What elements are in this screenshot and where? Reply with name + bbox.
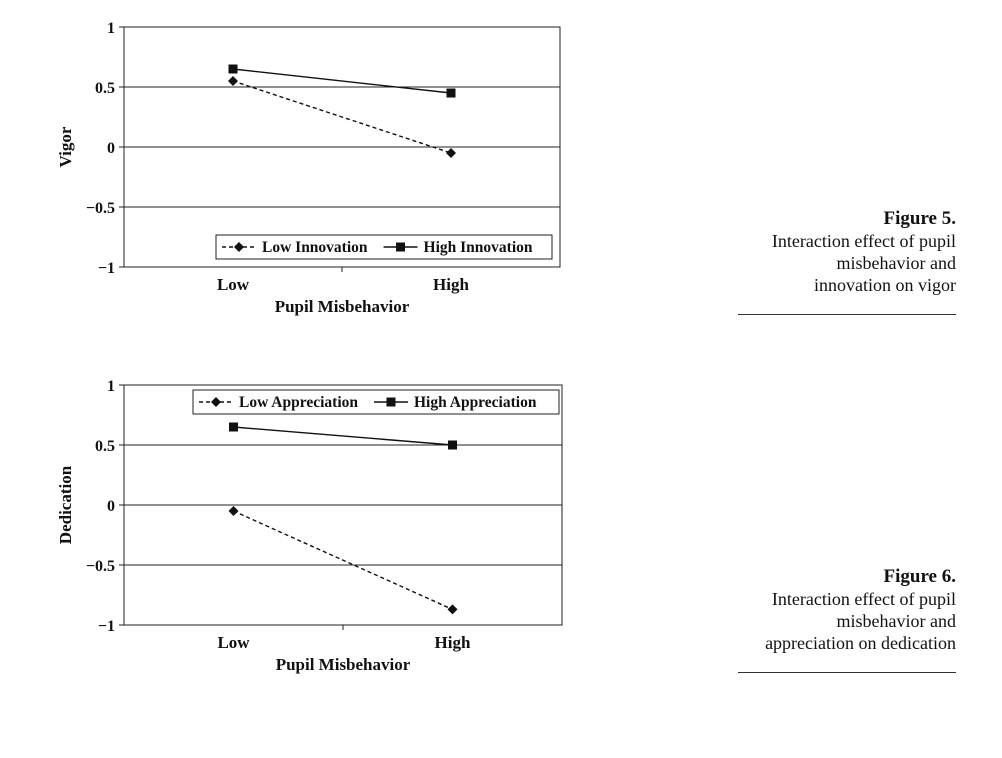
- figure-5: [0, 0, 1002, 370]
- y-tick-label: −1: [97, 260, 115, 277]
- figure-6-chart: [0, 358, 600, 698]
- legend-label-low-innovation: Low Innovation: [262, 239, 368, 256]
- figure-6-caption: [696, 566, 956, 654]
- figure-6-caption-rule: [738, 672, 956, 673]
- legend-marker-high-innovation: [396, 243, 405, 252]
- figure-6-caption-title: Figure 6.: [883, 566, 956, 587]
- series-line-low-innovation: [233, 81, 451, 153]
- figure-6-caption-line: Interaction effect of pupil: [771, 589, 956, 609]
- x-tick-label: High: [433, 275, 469, 294]
- data-point-low-innovation: [446, 148, 456, 158]
- y-axis-label: Dedication: [56, 465, 75, 545]
- figure-5-caption-line: Interaction effect of pupil: [771, 231, 956, 251]
- data-point-high-appreciation: [448, 441, 457, 450]
- figure-5-caption-title: Figure 5.: [883, 208, 956, 229]
- y-tick-label: 1: [107, 378, 115, 395]
- figure-6: [0, 358, 1002, 728]
- figure-5-caption-line: misbehavior and: [836, 253, 956, 273]
- y-tick-label: 0: [107, 498, 115, 515]
- figure-5-caption-line: innovation on vigor: [814, 275, 956, 295]
- figure-6-caption-line: misbehavior and: [836, 611, 956, 631]
- series-line-high-appreciation: [234, 427, 453, 445]
- y-tick-label: 1: [107, 20, 115, 37]
- series-line-high-innovation: [233, 69, 451, 93]
- y-axis-label: Vigor: [56, 126, 75, 168]
- y-tick-label: −0.5: [85, 200, 115, 217]
- legend-label-low-appreciation: Low Appreciation: [239, 394, 358, 411]
- data-point-high-appreciation: [229, 423, 238, 432]
- figure-5-caption: [696, 208, 956, 296]
- y-tick-label: 0.5: [95, 80, 115, 97]
- legend-marker-high-appreciation: [387, 398, 396, 407]
- data-point-low-appreciation: [448, 604, 458, 614]
- y-tick-label: −1: [97, 618, 115, 635]
- data-point-low-appreciation: [229, 506, 239, 516]
- legend-label-high-innovation: High Innovation: [423, 239, 533, 256]
- x-tick-label: Low: [217, 633, 250, 652]
- y-tick-label: −0.5: [85, 558, 115, 575]
- x-axis-label: Pupil Misbehavior: [275, 655, 411, 674]
- data-point-low-innovation: [228, 76, 238, 86]
- figure-6-caption-line: appreciation on dedication: [765, 633, 956, 653]
- x-tick-label: High: [434, 633, 471, 652]
- data-point-high-innovation: [447, 89, 456, 98]
- x-tick-label: Low: [216, 275, 250, 294]
- figure-5-chart: [0, 0, 600, 340]
- series-line-low-appreciation: [234, 511, 453, 609]
- y-tick-label: 0: [107, 140, 115, 157]
- data-point-high-innovation: [229, 65, 238, 74]
- x-axis-label: Pupil Misbehavior: [274, 297, 410, 316]
- figure-5-caption-rule: [738, 314, 956, 315]
- legend-label-high-appreciation: High Appreciation: [414, 394, 537, 411]
- y-tick-label: 0.5: [95, 438, 115, 455]
